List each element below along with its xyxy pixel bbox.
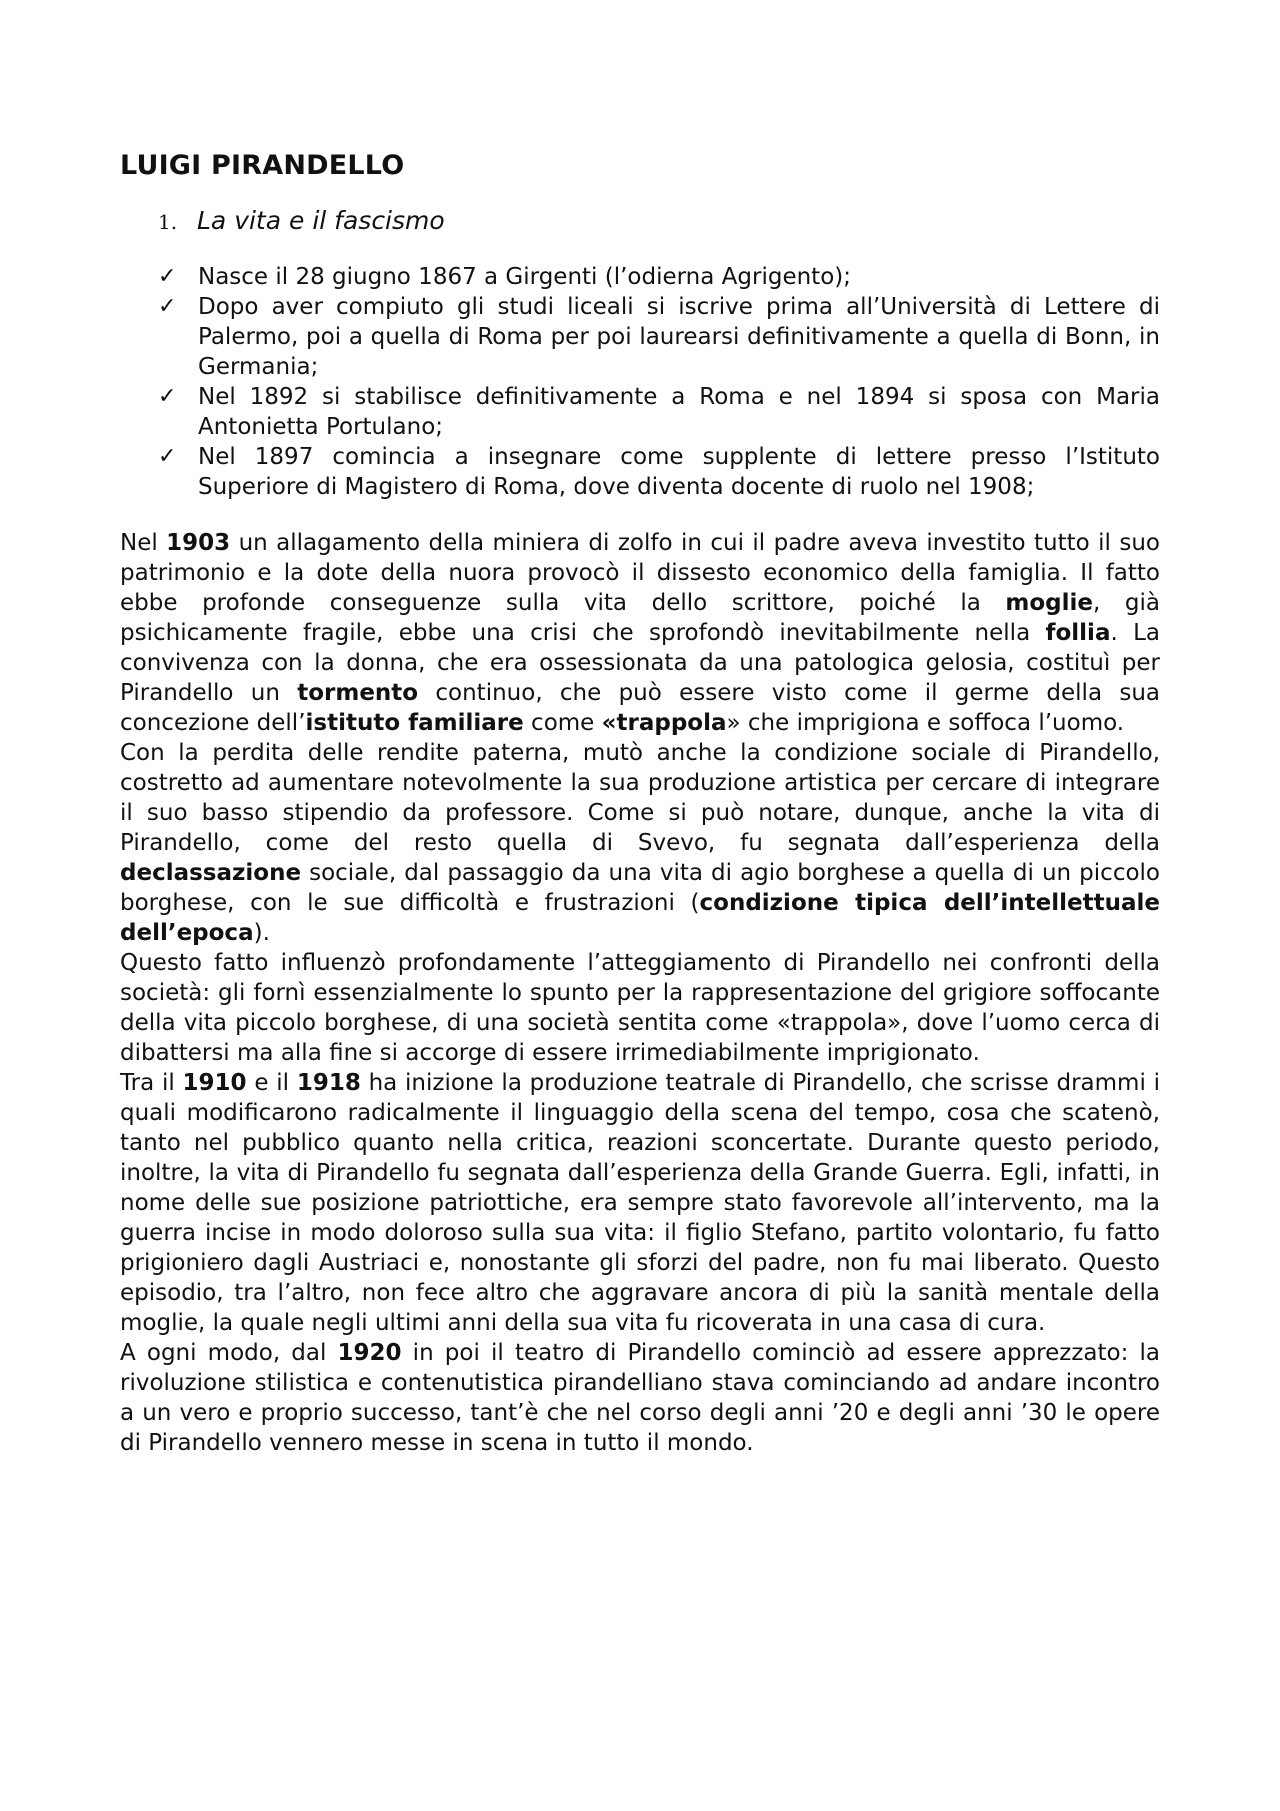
paragraph-society [120, 948, 1160, 1068]
emphasis-year: 1918 [296, 1070, 361, 1096]
section-title: La vita e il fascismo [197, 206, 445, 235]
emphasis-term: moglie [1005, 590, 1094, 616]
emphasis-year: 1903 [166, 530, 231, 556]
emphasis-year: 1920 [337, 1340, 402, 1366]
checkmark-icon: ✓ [158, 444, 177, 469]
list-item-text: Nasce il 28 giugno 1867 a Girgenti (l’odierna Agrigento); [198, 264, 851, 290]
emphasis-term: istituto familiare [305, 710, 524, 736]
paragraph-theatre-war [120, 1068, 1160, 1338]
checkmark-icon: ✓ [158, 384, 177, 409]
emphasis-term: declassazione [120, 860, 302, 886]
text-run: continuo, che può essere visto come il germe della sua concezione dell’ [120, 680, 1160, 736]
text-run: , già psichicamente fragile, ebbe una crisi che sprofondò inevitabilmente nella [120, 590, 1160, 646]
text-run: . La convivenza con la donna, che era ossessionata da una patologica gelosia, costituì per Pirandello un [120, 620, 1161, 706]
text-run: un allagamento della miniera di zolfo in cui il padre aveva investito tutto il suo patrimonio e la dote della nuora provocò il dissesto economico della famiglia. Il fatto ebbe profonde conseguenze sulla vita dello scrittore, poiché la [120, 530, 1160, 616]
list-item-text: Nel 1892 si stabilisce definitivamente a Roma e nel 1894 si sposa con Maria Antonietta Portulano; [198, 384, 1160, 440]
document-title: LUIGI PIRANDELLO [120, 150, 405, 181]
emphasis-term: tormento [297, 680, 419, 706]
text-run: Con la perdita delle rendite paterna, mutò anche la condizione sociale di Pirandello, costretto ad aumentare notevolmente la sua produzione artistica per cercare di integrare il suo basso stipendio da professore. Come si può notare, dunque, anche la vita di Pirandello, come del resto quella di Svevo, fu segnata dall’esperienza della [120, 740, 1160, 856]
text-run: in poi il teatro di Pirandello cominciò ad essere apprezzato: la rivoluzione stilistica e contenutistica pirandelliano stava cominciando ad andare incontro a un vero e proprio successo, tant’è che nel corso degli anni ’20 e degli anni ’30 le opere di Pirandello vennero messe in scena in tutto il mondo. [120, 1340, 1160, 1456]
emphasis-term: follia [1045, 620, 1111, 646]
text-run: sociale, dal passaggio da una vita di agio borghese a quella di un piccolo borghese, con le sue difficoltà e frustrazioni ( [120, 860, 1160, 916]
list-item [120, 382, 1160, 442]
text-run: e il [246, 1070, 297, 1096]
text-run: ha inizione la produzione teatrale di Pirandello, che scrisse drammi i quali modificarono radicalmente il linguaggio della scena del tempo, cosa che scatenò, tanto nel pubblico quanto nella critica, reazioni sconcertate. Durante questo periodo, inoltre, la vita di Pirandello fu segnata dall’esperienza della Grande Guerra. Egli, infatti, in nome delle sue posizione patriottiche, era sempre stato favorevole all’intervento, ma la guerra incise in modo doloroso sulla sua vita: il figlio Stefano, partito volontario, fu fatto prigioniero dagli Austriaci e, nonostante gli sforzi del padre, non fu mai liberato. Questo episodio, tra l’altro, non fece altro che aggravare ancora di più la sanità mentale della moglie, la quale negli ultimi anni della sua vita fu ricoverata in una casa di cura. [120, 1070, 1160, 1336]
document-page [120, 148, 1160, 1458]
paragraph-declassazione [120, 738, 1160, 948]
list-item-text: Nel 1897 comincia a insegnare come supplente di lettere presso l’Istituto Superiore di Magistero di Roma, dove diventa docente di ruolo nel 1908; [198, 444, 1160, 500]
emphasis-term: condizione tipica dell’intellettuale dell’epoca [120, 890, 1160, 946]
checkmark-icon: ✓ [158, 294, 177, 319]
biography-checklist [120, 262, 1160, 502]
list-item-text: Dopo aver compiuto gli studi liceali si iscrive prima all’Università di Lettere di Palermo, poi a quella di Roma per poi laurearsi definitivamente a quella di Bonn, in Germania; [198, 294, 1160, 380]
text-run: Nel [120, 530, 167, 556]
emphasis-term: «trappola [601, 710, 727, 736]
section-heading [120, 204, 1160, 238]
list-item [120, 262, 1160, 292]
paragraph-1903 [120, 528, 1160, 738]
emphasis-year: 1910 [182, 1070, 247, 1096]
list-item [120, 292, 1160, 382]
paragraph-1920 [120, 1338, 1160, 1458]
text-run: A ogni modo, dal [120, 1340, 338, 1366]
text-run: come [523, 710, 602, 736]
text-run: Tra il [120, 1070, 183, 1096]
list-item [120, 442, 1160, 502]
checkmark-icon: ✓ [158, 264, 177, 289]
body-text [120, 528, 1160, 1458]
text-run: ). [253, 920, 270, 946]
text-run: Questo fatto influenzò profondamente l’atteggiamento di Pirandello nei confronti della società: gli fornì essenzialmente lo spunto per la rappresentazione del grigiore soffocante della vita piccolo borghese, di una società sentita come «trappola», dove l’uomo cerca di dibattersi ma alla fine si accorge di essere irrimediabilmente imprigionato. [120, 950, 1160, 1066]
section-number: 1. [158, 210, 178, 234]
text-run: » che imprigiona e soffoca l’uomo. [726, 710, 1125, 736]
